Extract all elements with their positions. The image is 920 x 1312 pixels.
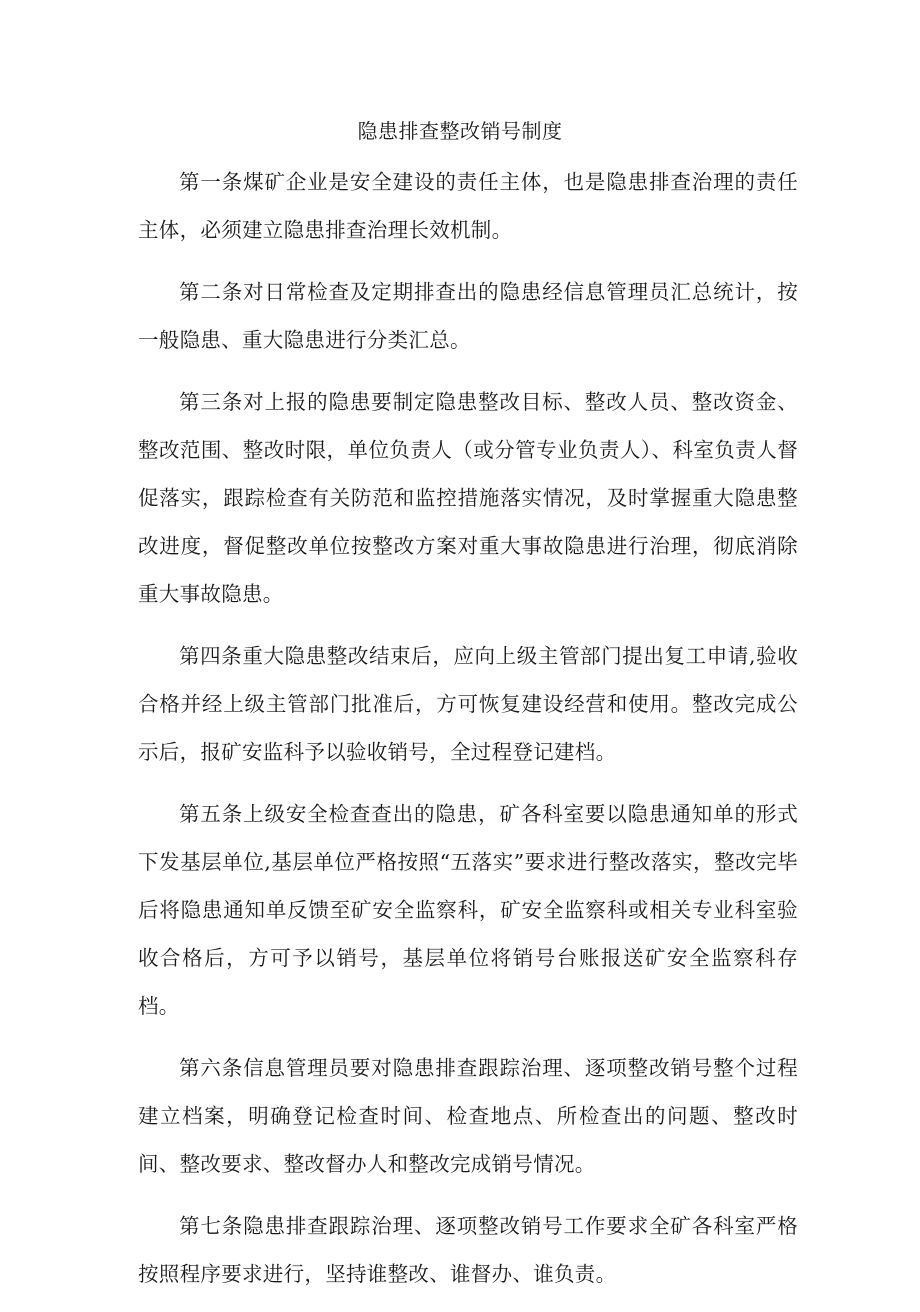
paragraph-article-1: 第一条煤矿企业是安全建设的责任主体，也是隐患排查治理的责任主体，必须建立隐患排查治理长效机制。: [138, 170, 798, 242]
paragraph-article-2: 第二条对日常检查及定期排查出的隐患经信息管理员汇总统计，按一般隐患、重大隐患进行分类汇总。: [138, 280, 798, 352]
document-body: [138, 158, 798, 1312]
paragraph-article-6: 第六条信息管理员要对隐患排查跟踪治理、逐项整改销号整个过程建立档案，明确登记检查时间、检查地点、所检查出的问题、整改时间、整改要求、整改督办人和整改完成销号情况。: [138, 1056, 798, 1176]
document-title: 隐患排查整改销号制度: [357, 119, 563, 143]
paragraph-article-3: 第三条对上报的隐患要制定隐患整改目标、整改人员、整改资金、整改范围、整改时限，单位负责人（或分管专业负责人）、科室负责人督促落实，跟踪检查有关防范和监控措施落实情况，及时掌握重大隐患整改进度，督促整改单位按整改方案对重大事故隐患进行治理，彻底消除重大事故隐患。: [138, 390, 798, 606]
paragraph-article-4: 第四条重大隐患整改结束后，应向上级主管部门提出复工申请,验收合格并经上级主管部门批准后，方可恢复建设经营和使用。整改完成公示后，报矿安监科予以验收销号，全过程登记建档。: [138, 644, 798, 764]
paragraph-article-7: 第七条隐患排查跟踪治理、逐项整改销号工作要求全矿各科室严格按照程序要求进行，坚持谁整改、谁督办、谁负责。: [138, 1214, 798, 1286]
paragraph-article-5: 第五条上级安全检查查出的隐患，矿各科室要以隐患通知单的形式下发基层单位,基层单位严格按照“五落实”要求进行整改落实，整改完毕后将隐患通知单反馈至矿安全监察科，矿安全监察科或相关专业科室验收合格后，方可予以销号，基层单位将销号台账报送矿安全监察科存档。: [138, 802, 798, 1018]
